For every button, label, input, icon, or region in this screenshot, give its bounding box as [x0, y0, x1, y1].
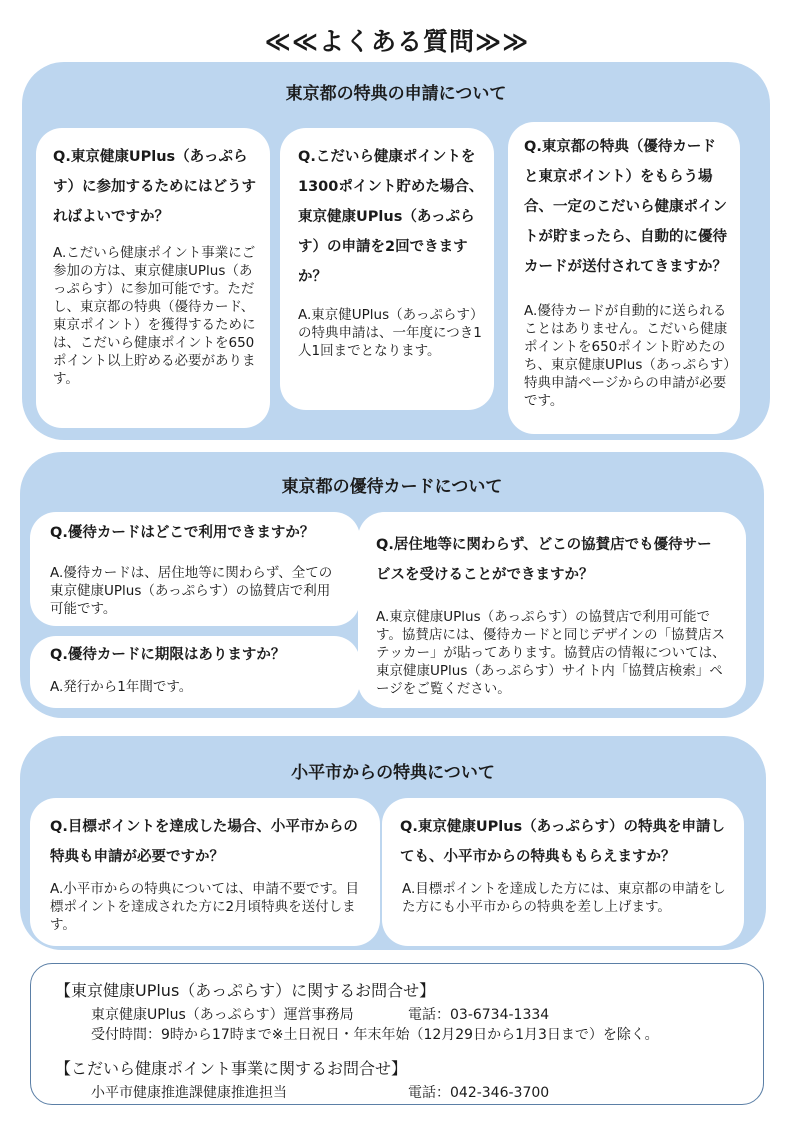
faq-card-both-benefits [382, 798, 744, 946]
faq-question: Q.東京健康UPlus（あっぷらす）の特典を申請しても、小平市からの特典ももらえますか？ [400, 819, 726, 865]
contact-box [30, 963, 764, 1105]
section-kodaira-benefit [20, 736, 766, 950]
faq-question: Q.東京健康UPlus（あっぷらす）に参加するためにはどうすればよいですか？ [53, 149, 256, 225]
page-title: ≪≪よくある質問≫≫ [264, 27, 530, 56]
faq-answer: A.小平市からの特典については、申請不要です。目標ポイントを達成された方に2月頃特典を送付します。 [50, 881, 359, 933]
section-title: 小平市からの特典について [291, 763, 495, 783]
faq-card-expiry [30, 636, 360, 708]
contact-office-kodaira: 小平市健康推進課健康推進担当 [91, 1085, 287, 1101]
faq-card-auto-delivery [508, 122, 740, 434]
section-title: 東京都の特典の申請について [285, 84, 507, 104]
faq-answer: A.優待カードが自動的に送られることはありません。こだいら健康ポイントを650ポイント貯めたのち、東京健康UPlus（あっぷらす）特典申請ページからの申請が必要です。 [524, 303, 730, 409]
contact-office-uplus: 東京健康UPlus（あっぷらす）運営事務局 [91, 1007, 354, 1023]
contact-phone-kodaira: 電話：042-346-3700 [408, 1085, 550, 1101]
faq-card-join [36, 128, 270, 428]
contact-hours: 受付時間：9時から17時まで※土日祝日・年末年始（12月29日から1月3日まで）を除く。 [91, 1027, 659, 1043]
faq-answer: A.優待カードは、居住地等に関わらず、全ての東京健康UPlus（あっぷらす）の協賛店で利用可能です。 [50, 565, 333, 617]
faq-question: Q.居住地等に関わらず、どこの協賛店でも優待サービスを受けることができますか？ [376, 537, 712, 583]
faq-card-where-usable [30, 512, 360, 626]
faq-card-kodaira-application [30, 798, 380, 946]
faq-answer: A.東京健康UPlus（あっぷらす）の協賛店で利用可能です。協賛店には、優待カードと同じデザインの「協賛店ステッカー」が貼ってあります。協賛店の情報については、東京健康UPlus（あっぷらす）サイト内「協賛店検索」ページをご覧ください。 [376, 609, 726, 697]
faq-question: Q.優待カードに期限はありますか？ [50, 647, 286, 663]
faq-answer: A.東京健UPlus（あっぷらす）の特典申請は、一年度につき1人1回までとなります。 [298, 307, 484, 359]
section-title: 東京都の優待カードについて [281, 477, 503, 497]
contact-phone-uplus: 電話：03-6734-1334 [408, 1007, 550, 1023]
faq-answer: A.こだいら健康ポイント事業にご参加の方は、東京健康UPlus（あっぷらす）に参加可能です。ただし、東京都の特典（優待カード、東京ポイント）を獲得するためには、こだいら健康ポイントを650ポイント以上貯める必要があります。 [53, 245, 256, 387]
section-tokyo-special-card [20, 452, 764, 718]
faq-question: Q.こだいら健康ポイントを1300ポイント貯めた場合、東京健康UPlus（あっぷらす）の申請を2回できますか？ [298, 149, 484, 285]
faq-answer: A.発行から1年間です。 [50, 679, 193, 695]
faq-card-any-store [358, 512, 746, 708]
contact-heading-uplus: 【東京健康UPlus（あっぷらす）に関するお問合せ】 [55, 981, 436, 1000]
faq-answer: A.目標ポイントを達成した方には、東京都の申請をした方にも小平市からの特典を差し上げます。 [402, 881, 726, 915]
faq-question: Q.優待カードはどこで利用できますか？ [50, 525, 315, 541]
faq-question: Q.東京都の特典（優待カードと東京ポイント）をもらう場合、一定のこだいら健康ポイントが貯まったら、自動的に優待カードが送付されてきますか？ [524, 139, 727, 275]
section-tokyo-benefit-application [22, 62, 770, 440]
faq-card-double-application [280, 128, 494, 410]
faq-question: Q.目標ポイントを達成した場合、小平市からの特典も申請が必要ですか？ [50, 819, 358, 865]
contact-heading-kodaira: 【こだいら健康ポイント事業に関するお問合せ】 [55, 1059, 408, 1078]
